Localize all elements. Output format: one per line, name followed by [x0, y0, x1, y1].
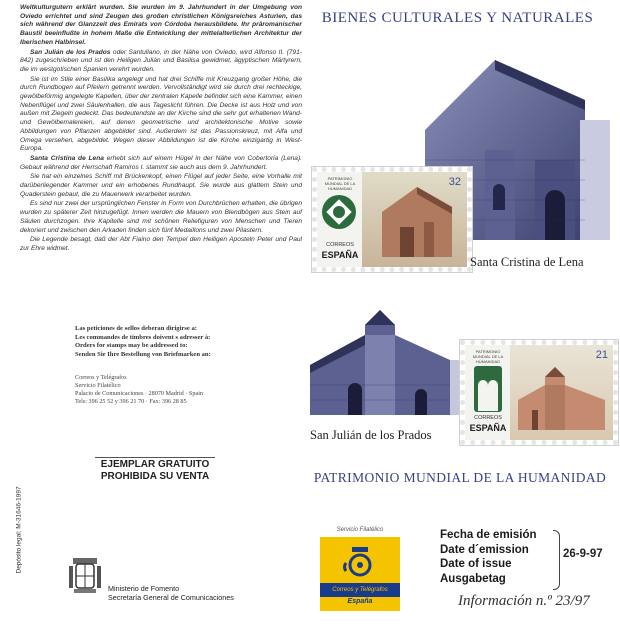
stamp-post: CORREOS: [474, 415, 502, 421]
not-for-sale-line: PROHIBIDA SU VENTA: [100, 471, 210, 482]
julian-architecture-paragraph: Sie ist im Stile einer Basilika angelegt und hat drei Schiffe mit Kreuzgang großer Höhe, die durch Rundbogen auf Pfeilern getrennt werden. Vervollständigt wird sie durch drei rechteckige, gewölbeförmig angelegte Kapellen, über der zentralen Kapelle befindet sich eine Kammer, einen Nebenflügel und zwei Säulenhallen, die aus Tageslicht führen. Die Decke ist aus Holz und von außen mit Ziegeln gedeckt. Das bedeutendste an der Kirche sind die sehr gut erhaltenen Wand- und Gewölbemalereien, auf denen geometrische und architektonische Motive sowie Abbildungen von Pflanzen abgebildet sind. Außerdem ist das Passionskreuz, mit Alfa und Omega versehen, abgebildet. Wegen dieser Abbildungen ist die Kirche einzigartig in West-Europa.: [20, 75, 302, 153]
german-description: [20, 4, 302, 255]
ministry-block: [68, 558, 234, 602]
legal-deposit-text: Depósito legal: M-31646-1997: [15, 486, 23, 574]
intro-paragraph: Weltkulturgutern erklärt wurden. Sie wurden im 9. Jahrhundert in der Umgebung von Oviedo errichtet und sind Zeugen des großen christlichen Königsreiches Asturien, das sich während der Glanzzeit des Emirats von Córdoba herausbildete. Ihr präromanischer Baustil beeinflußte in hohem Maße die Entwicklung der mittelalterlichen Architektur der Iberischen Halbinsel.: [20, 4, 302, 46]
lena-architecture-paragraph: Sie hat ein einzelnes Schiff mit Brückenkopf, einen Flügel auf jeder Seite, eine Vorhalle mit darüberliegender Kammer und ein erhobenes Rundhaupt. Sie wurde aus glattem Stein und Quaderstein gebaut, die zu Mauerwerk verarbeitet wurden.: [20, 173, 302, 198]
free-copy-notice: [95, 457, 215, 483]
issue-date-labels: [440, 528, 537, 586]
order-info: [75, 325, 305, 407]
julian-paragraph: oder Santullano, in der Nähe von Oviedo, wird Alfonso II. (791-842) zugeschrieben und ist den Heiligen Julián und Basilisa gewidmet, ägyptischen Märtyrern, die im westgotischen Spanien verehrt wurden.: [20, 48, 302, 73]
stamp-value: 21: [595, 349, 608, 361]
ministry-name: Ministerio de Fomento: [108, 584, 180, 593]
free-copy-line: EJEMPLAR GRATUITO: [100, 459, 210, 470]
heritage-title: PATRIMONIO MUNDIAL DE LA HUMANIDAD: [313, 470, 607, 485]
issue-date-label-fr: Date d´emission: [440, 543, 529, 556]
coat-of-arms-icon: [68, 558, 102, 594]
stamp-country: ESPAÑA: [469, 423, 507, 433]
address-line: Servicio Filatélico: [75, 382, 121, 390]
order-line-de: Senden Sie Ihre Bestellung von Briefmarken an:: [75, 351, 211, 359]
order-line-en: Orders for stamps may be addressed to:: [75, 342, 188, 350]
legend-paragraph: Die Legende besagt, daß der Abt Fiaino den Tempel den Heiligen Aposteln Peter und Paul zur Ehre widmet.: [20, 236, 302, 252]
lena-windows-paragraph: Es sind nur zwei der ursprünglichen Fenster in Form von Durchbrüchen erhalten, die übrigen wurden zu späterer Zeit hinzugefügt. Innen werden die Mauern von Blendbögen aus Stein auf Säulen durchzogen. Ihre Kapitelle sind mit schönen Reliefiguren von Menschen und Tieren dekoriert und zwischen den Arkaden finden sich fünf Medaillons und zwei Pilastern.: [20, 200, 302, 234]
post-horn-icon: [342, 543, 378, 579]
logo-band: Correos y Telégrafos: [320, 583, 400, 597]
address-line: Correos y Telégrafos: [75, 373, 127, 381]
stamp-post: CORREOS: [326, 242, 354, 248]
window-emblem-icon: [473, 365, 503, 413]
date-bracket: [553, 530, 560, 590]
information-number: Información n.º 23/97: [458, 593, 590, 609]
issue-date: 26-9-97: [563, 548, 603, 560]
caption-lena: Santa Cristina de Lena: [470, 255, 584, 269]
ministry-department: Secretaría General de Comunicaciones: [108, 593, 234, 602]
stamp-value: 32: [448, 176, 461, 188]
issue-date-label-es: Fecha de emisión: [440, 529, 537, 541]
julian-stamp: [460, 340, 618, 445]
page-title: BIENES CULTURALES Y NATURALES: [321, 10, 594, 26]
correos-logo: [320, 527, 400, 611]
issue-date-label-de: Ausgabetag: [440, 572, 506, 585]
issue-date-label-en: Date of issue: [440, 558, 512, 570]
address-line: Tels: 396 25 52 y 396 21 70 · Fax: 396 28 85: [75, 398, 187, 406]
order-line-fr: Les commandes de timbres doivent s adresser à:: [75, 333, 211, 341]
caption-julian: San Julián de los Prados: [310, 428, 432, 442]
unesco-emblem-icon: [321, 194, 357, 230]
stamp-header: PATRIMONIO MUNDIAL DE LA HUMANIDAD: [324, 176, 356, 191]
lena-paragraph: erhebt sich auf einem Hügel in der Nähe von Cobertoria (Lena). Gebaut während der Herrschaft Ramiros I. stammt sie auch aus dem 9. Jahrhundert.: [20, 154, 302, 171]
logo-country: España: [347, 598, 373, 605]
lena-heading: Santa Cristina de Lena: [30, 154, 104, 162]
lena-stamp: [312, 167, 472, 272]
stamp-header: PATRIMONIO MUNDIAL DE LA HUMANIDAD: [472, 349, 504, 364]
julian-heading: San Julián de los Prados: [30, 48, 111, 56]
legal-deposit: [14, 460, 24, 580]
stamp-country: ESPAÑA: [321, 250, 359, 260]
logo-top-text: Servicio Filatélico: [336, 527, 384, 533]
order-line-es: Las peticiones de sellos deberan dirigirse a:: [75, 325, 197, 332]
address-line: Palacio de Comunicaciones · 28070 Madrid · Spain: [75, 390, 204, 398]
